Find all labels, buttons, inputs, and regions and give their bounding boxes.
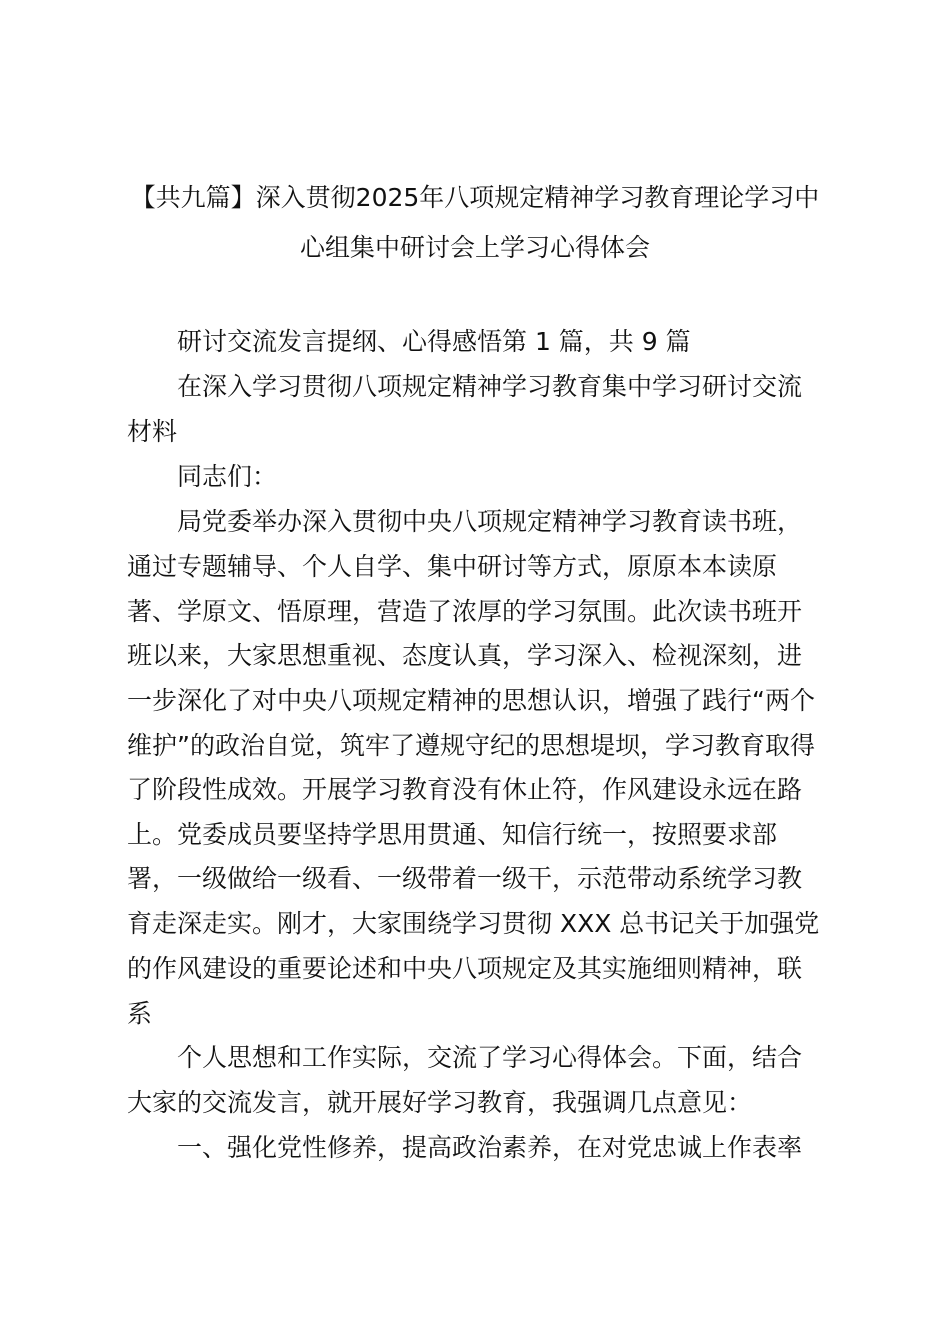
body-line: 通过专题辅导、个人自学、集中研讨等方式，原原本本读原 [127,552,778,581]
body-line: 的作风建设的重要论述和中央八项规定及其实施细则精神，联 [127,954,803,983]
body-line: 系 [127,999,153,1028]
document-title-line-1: 【共九篇】深入贯彻2025年八项规定精神学习教育理论学习中 [130,183,820,212]
document-title-line-2: 心组集中研讨会上学习心得体会 [299,233,650,262]
body-line: 著、学原文、悟原理，营造了浓厚的学习氛围。此次读书班开 [127,597,803,626]
body-line: 一步深化了对中央八项规定精神的思想认识，增强了践行“两个 [127,686,815,715]
body-line: 个人思想和工作实际，交流了学习心得体会。下面，结合 [177,1043,803,1072]
body-line: 维护”的政治自觉，筑牢了遵规守纪的思想堤坝，学习教育取得 [127,731,815,760]
section-heading: 一、强化党性修养，提高政治素养，在对党忠诚上作表率 [177,1133,803,1162]
body-line: 了阶段性成效。开展学习教育没有休止符，作风建设永远在路 [127,775,803,804]
salutation: 同志们： [177,462,278,491]
body-line: 上。党委成员要坚持学思用贯通、知信行统一，按照要求部 [127,820,778,849]
body-line: 大家的交流发言，就开展好学习教育，我强调几点意见： [127,1088,753,1117]
subtitle-line: 研讨交流发言提纲、心得感悟第 1 篇，共 9 篇 [177,327,691,356]
body-line: 育走深走实。刚才，大家围绕学习贯彻 XXX 总书记关于加强党 [127,909,820,938]
body-line: 在深入学习贯彻八项规定精神学习教育集中学习研讨交流 [177,372,803,401]
body-line: 局党委举办深入贯彻中央八项规定精神学习教育读书班， [177,507,803,536]
body-line: 材料 [127,417,178,446]
body-line: 署，一级做给一级看、一级带着一级干，示范带动系统学习教 [127,864,803,893]
body-line: 班以来，大家思想重视、态度认真，学习深入、检视深刻，进 [127,641,803,670]
